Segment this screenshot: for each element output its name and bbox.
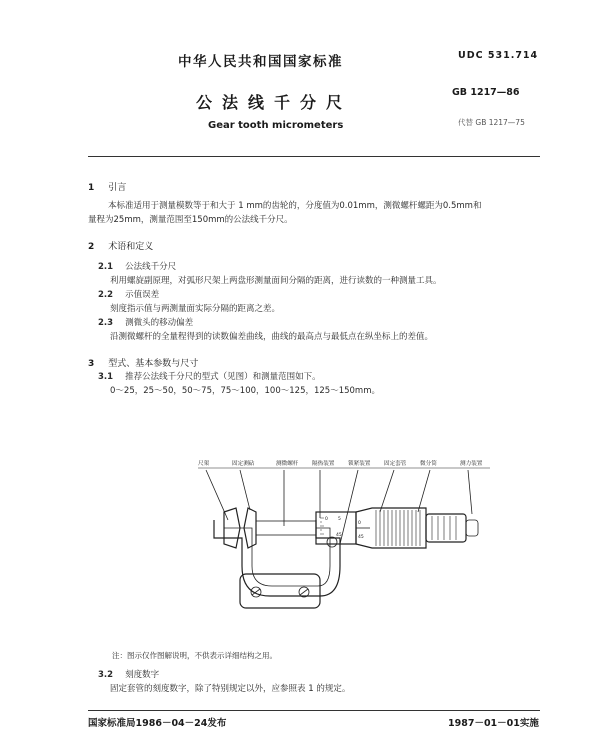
label-spindle: 测微螺杆 (276, 461, 299, 467)
clause-2-1-heading: 2.1 公法线千分尺 (98, 262, 177, 272)
section-2-body (98, 260, 548, 344)
issuing-authority: 中华人民共和国国家标准 (178, 54, 343, 70)
replaces-standard: 代替 GB 1217—75 (458, 118, 525, 127)
label-ratchet: 测力装置 (460, 461, 483, 467)
clause-2-3-heading: 2.3 测微头的移动偏差 (98, 318, 194, 328)
label-thimble: 微分筒 (420, 461, 437, 467)
section-1-heading: 1 引言 (88, 183, 127, 193)
micrometer-figure (180, 448, 520, 648)
scale-mark-5: 5 (338, 517, 341, 522)
footer-divider (88, 710, 540, 711)
clause-3-1: 3.1 推荐公法线千分尺的型式（见图）和测量范围如下。 (98, 372, 321, 382)
clause-2-1-text: 利用螺旋副原理，对弧形尺架上两盘形测量面间分隔的距离，进行读数的一种测量工具。 (110, 276, 442, 286)
measuring-ranges: 0～25，25～50，50～75，75～100，100～125，125～150mm。 (110, 386, 380, 396)
section-2-heading: 2 术语和定义 (88, 242, 154, 252)
document-title-cn: 公法线千分尺 (196, 93, 353, 112)
label-frame: 尺架 (198, 461, 210, 467)
clause-3-2-heading: 3.2 刻度数字 (98, 670, 160, 680)
clause-3-2 (98, 668, 548, 696)
document-title-en: Gear tooth micrometers (208, 120, 344, 131)
label-fixed-anvil: 固定测砧 (232, 461, 255, 467)
label-sleeve: 固定套管 (384, 461, 407, 467)
clause-2-2-text: 刻度指示值与两测量面实际分隔的距离之差。 (110, 304, 281, 314)
clause-3-2-text: 固定套管的刻度数字，除了特别规定以外，应参照表 1 的规定。 (110, 684, 351, 694)
section-1-paragraph: 本标准适用于测量模数等于和大于 1 mm的齿轮的，分度值为0.01mm，测微螺杆螺距为0.5mm和 量程为25mm，测量范围至150mm的公法线千分尺。 (88, 201, 482, 225)
udc-number: UDC 531.714 (458, 50, 539, 61)
thimble-mark-45: 45 (358, 535, 364, 540)
clause-2-2-heading: 2.2 示值误差 (98, 290, 160, 300)
label-lock: 锁紧装置 (348, 461, 371, 467)
thimble-mark-0: 0 (358, 521, 361, 526)
scale-mark-0: 0 (325, 517, 328, 522)
scale-mark-45a: 45 (336, 533, 342, 538)
issue-date: 国家标准局1986－04－24发布 (88, 718, 227, 729)
label-heat-insulator: 隔热装置 (312, 461, 335, 467)
clause-2-3-text: 沿测微螺杆的全量程得到的读数偏差曲线，曲线的最高点与最低点在纵坐标上的差值。 (110, 332, 434, 342)
section-3-body (98, 370, 548, 398)
standard-number: GB 1217—86 (452, 87, 520, 98)
effective-date: 1987－01－01实施 (448, 718, 539, 729)
figure-note: 注：图示仅作图解说明，不供表示详细结构之用。 (112, 651, 277, 660)
header-divider (88, 156, 540, 157)
section-3-heading: 3 型式、基本参数与尺寸 (88, 359, 199, 369)
